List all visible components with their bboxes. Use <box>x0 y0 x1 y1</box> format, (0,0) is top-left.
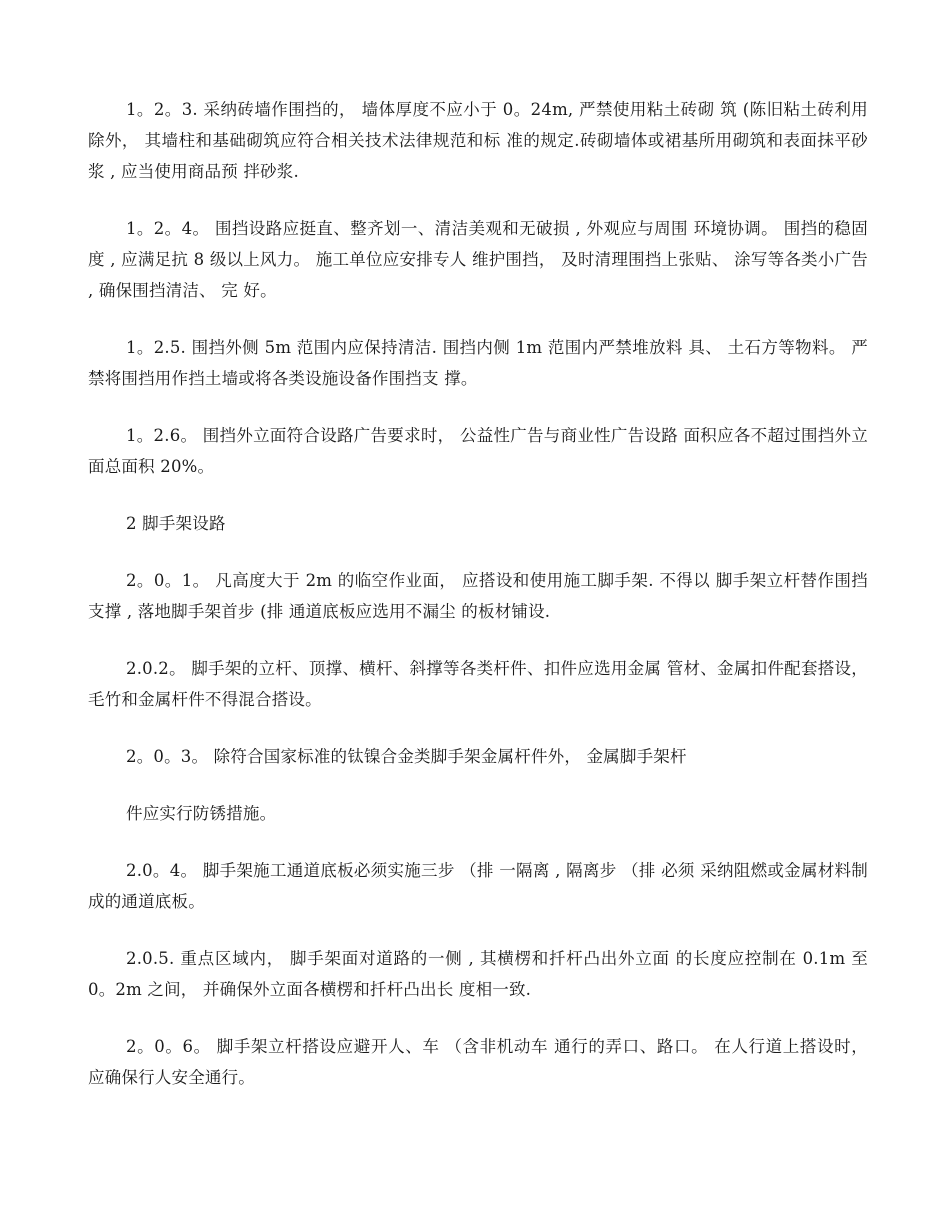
paragraph-1-2-4: 1。2。4。 围挡设路应挺直、整齐划一、清洁美观和无破损 , 外观应与周围 环境协调。 围挡的稳固度 , 应满足抗 8 级以上风力。 施工单位应安排专人 维护围挡， 及时清理围挡上张贴、 涂写等各类小广告 , 确保围挡清洁、 完 好。 <box>88 219 868 300</box>
paragraph-2-0-3: 2。0。3。 除符合国家标准的钛镍合金类脚手架金属杆件外， 金属脚手架杆 <box>126 747 687 766</box>
paragraph-2-0-2: 2.0.2。 脚手架的立杆、顶撑、横杆、斜撑等各类杆件、扣件应选用金属 管材、金属扣件配套搭设， 毛竹和金属杆件不得混合搭设。 <box>88 659 868 709</box>
paragraph-2-0-1: 2。0。1。 凡高度大于 2m 的临空作业面， 应搭设和使用施工脚手架. 不得以 脚手架立杆替作围挡支撑 , 落地脚手架首步 (排 通道底板应选用不漏尘 的板材铺设. <box>88 571 868 621</box>
document-body <box>88 94 868 1119</box>
paragraph-2-0-5: 2.0.5. 重点区域内， 脚手架面对道路的一侧 , 其横楞和扦杆凸出外立面 的长度应控制在 0.1m 至 0。2m 之间， 并确保外立面各横楞和扦杆凸出长 度相一致. <box>88 949 868 999</box>
paragraph-2-0-3-continued: 件应实行防锈措施。 <box>126 804 277 823</box>
paragraph-1-2-5: 1。2.5. 围挡外侧 5m 范围内应保持清洁. 围挡内侧 1m 范围内严禁堆放料 具、 土石方等物料。 严禁将围挡用作挡土墙或将各类设施设备作围挡支 撑。 <box>88 338 868 388</box>
paragraph-2-0-6: 2。0。6。 脚手架立杆搭设应避开人、车 （含非机动车 通行的弄口、路口。 在人行道上搭设时， 应确保行人安全通行。 <box>88 1037 868 1087</box>
paragraph-1-2-6: 1。2.6。 围挡外立面符合设路广告要求时， 公益性广告与商业性广告设路 面积应各不超过围挡外立面总面积 20%。 <box>88 426 868 476</box>
section-heading-scaffolding: 2 脚手架设路 <box>126 514 226 533</box>
paragraph-2-0-4: 2.0。4。 脚手架施工通道底板必须实施三步 （排 一隔离 , 隔离步 （排 必须 采纳阻燃或金属材料制成的通道底板。 <box>88 861 868 911</box>
paragraph-1-2-3: 1。2。3. 采纳砖墙作围挡的， 墙体厚度不应小于 0。24m, 严禁使用粘土砖砌 筑 (陈旧粘土砖利用除外， 其墙柱和基础砌筑应符合相关技术法律规范和标 准的规定.砖砌墙体或裙基所用砌筑和表面抹平砂浆 , 应当使用商品预 拌砂浆. <box>88 100 868 181</box>
